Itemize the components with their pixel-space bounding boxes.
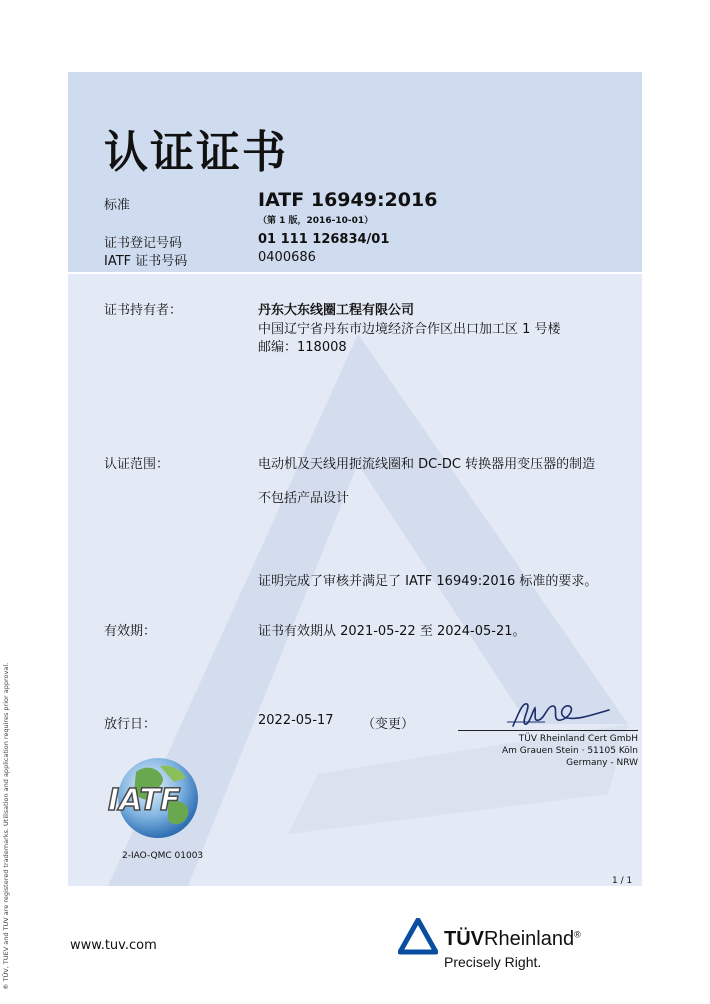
iatf-logo-text: IATF [108, 783, 181, 818]
tuv-brand-bold: TÜV [444, 928, 484, 950]
page-title: 认证证书 [104, 127, 288, 178]
scope-line-1: 电动机及天线用扼流线圈和 DC-DC 转换器用变压器的制造 [258, 457, 596, 472]
standard-label: 标准 [104, 198, 131, 213]
validity-text: 证书有效期从 2021-05-22 至 2024-05-21。 [258, 624, 526, 639]
iatf-no-label: IATF 证书号码 [104, 254, 188, 269]
issuer-street: Am Grauen Stein · 51105 Köln [501, 746, 638, 756]
reg-no-label: 证书登记号码 [104, 236, 183, 251]
signature-icon [505, 696, 615, 732]
signature-line [458, 730, 638, 731]
holder-label: 证书持有者： [104, 303, 183, 318]
issuer-name: TÜV Rheinland Cert GmbH [518, 734, 638, 744]
standard-value: IATF 16949:2016 [258, 189, 438, 211]
scope-label: 认证范围： [104, 457, 170, 472]
conformity-statement: 证明完成了审核并满足了 IATF 16949:2016 标准的要求。 [258, 574, 598, 589]
tuv-slogan: Precisely Right. [444, 954, 542, 970]
trademark-note: ® TÜV, TUEV and TUV are registered trademarks. Utilisation and application requires prior approval. [2, 662, 10, 990]
iatf-no-value: 0400686 [258, 250, 316, 265]
holder-postcode: 邮编：118008 [258, 340, 347, 355]
holder-company: 丹东大东线圈工程有限公司 [258, 303, 415, 318]
standard-edition: （第 1 版，2016-10-01） [258, 216, 374, 226]
page-counter: 1 / 1 [612, 876, 633, 886]
issue-date: 2022-05-17 [258, 713, 334, 728]
scope-line-2: 不包括产品设计 [258, 491, 350, 506]
tuv-triangle-logo-icon [398, 918, 438, 956]
tuv-brand-rest: Rheinland [484, 928, 575, 950]
iatf-globe-logo-icon [100, 752, 212, 842]
issuer-country: Germany - NRW [566, 758, 638, 768]
issue-note: （变更） [362, 717, 415, 732]
tuv-brand-mark: ® [574, 929, 581, 940]
tuv-brand-name [444, 928, 581, 951]
holder-address: 中国辽宁省丹东市边境经济合作区出口加工区 1 号楼 [258, 322, 561, 337]
reg-no-value: 01 111 126834/01 [258, 232, 390, 247]
website-link[interactable]: www.tuv.com [70, 938, 157, 953]
issue-label: 放行日： [104, 717, 157, 732]
validity-label: 有效期： [104, 624, 157, 639]
iatf-code: 2-IAO-QMC 01003 [122, 851, 204, 861]
